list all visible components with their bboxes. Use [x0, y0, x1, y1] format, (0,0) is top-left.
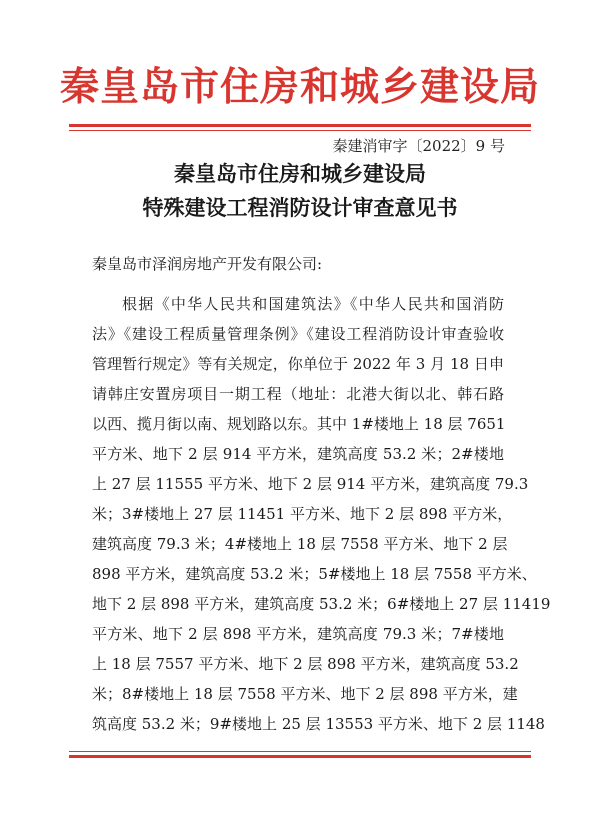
document-number: 秦建消审字〔2022〕9 号 [332, 137, 505, 155]
agency-header: 秦皇岛市住房和城乡建设局 [59, 64, 540, 110]
body-line: 根据《中华人民共和国建筑法》《中华人民共和国消防 [122, 295, 504, 313]
document-title-line-2: 特殊建设工程消防设计审查意见书 [142, 196, 458, 220]
salutation: 秦皇岛市泽润房地产开发有限公司: [92, 255, 323, 273]
body-line: 建筑高度 79.3 米；4#楼地上 18 层 7558 平方米、地下 2 层 [92, 535, 508, 553]
body-line: 米；3#楼地上 27 层 11451 平方米、地下 2 层 898 平方米， [92, 505, 513, 523]
header-rule-thick [69, 124, 531, 127]
body-line: 米；8#楼地上 18 层 7558 平方米、地下 2 层 898 平方米，建 [92, 685, 518, 703]
header-rule-thin [69, 130, 531, 131]
body-line: 筑高度 53.2 米；9#楼地上 25 层 13553 平方米、地下 2 层 1148 [92, 715, 545, 733]
body-line: 请韩庄安置房项目一期工程（地址：北港大街以北、韩石路 [92, 385, 504, 403]
body-line: 平方米、地下 2 层 898 平方米，建筑高度 79.3 米；7#楼地 [92, 625, 504, 643]
body-line: 以西、揽月街以南、规划路以东。其中 1#楼地上 18 层 7651 [92, 415, 506, 433]
footer-rule-thin [69, 751, 531, 752]
body-line: 上 27 层 11555 平方米、地下 2 层 914 平方米，建筑高度 79.3 [92, 475, 529, 493]
body-line: 地下 2 层 898 平方米，建筑高度 53.2 米；6#楼地上 27 层 11419 [92, 595, 551, 613]
body-line: 上 18 层 7557 平方米、地下 2 层 898 平方米，建筑高度 53.2 [92, 655, 519, 673]
document-title-line-1: 秦皇岛市住房和城乡建设局 [174, 162, 426, 186]
body-line: 平方米、地下 2 层 914 平方米，建筑高度 53.2 米；2#楼地 [92, 445, 504, 463]
body-line: 管理暂行规定》等有关规定，你单位于 2022 年 3 月 18 日申 [92, 355, 504, 373]
body-line: 法》《建设工程质量管理条例》《建设工程消防设计审查验收 [92, 325, 504, 343]
footer-rule-thick [69, 755, 531, 758]
body-line: 898 平方米，建筑高度 53.2 米；5#楼地上 18 层 7558 平方米、 [92, 565, 537, 583]
